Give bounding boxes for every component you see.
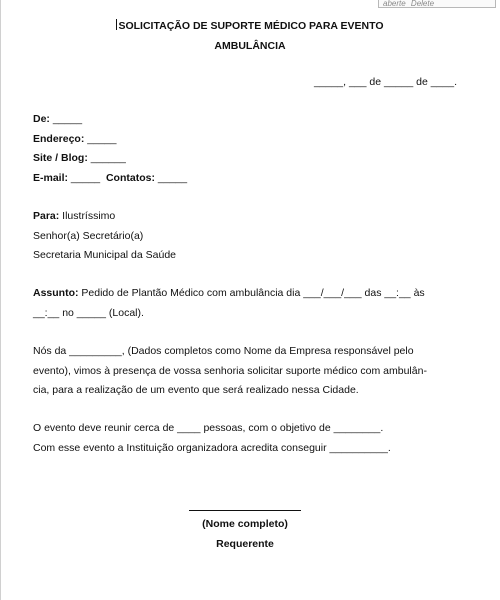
body1-line-3: cia, para a realização de um evento que será realizado nessa Cidade. [33,384,359,396]
contatos-value: _____ [154,171,188,184]
subject-block [33,284,458,323]
recipient-para [33,207,176,227]
endereco-label: Endereço: [33,132,85,145]
sender-site [33,149,187,169]
title-text-1: SOLICITAÇÃO DE SUPORTE MÉDICO PARA EVENTO [118,20,384,32]
sender-block [33,110,187,188]
toolbar-strip [378,0,496,8]
toolbar-label-delete[interactable]: Delete [410,0,435,8]
body1-line-2: evento), vimos à presença de vossa senhoria solicitar suporte médico com ambulân- [33,364,427,377]
signature-name: (Nome completo) [202,518,288,530]
document-title [0,16,500,56]
subject-label: Assunto: [33,287,79,299]
contatos-label: Contatos: [105,171,155,184]
subject-text-1: Pedido de Plantão Médico com ambulância dia ___/___/___ das __:__ às [78,287,425,299]
date-line: _____, ___ de _____ de ____. [313,76,457,88]
document-edge [0,0,1,600]
sender-endereco [33,130,187,150]
body-paragraph-2 [33,419,391,458]
signature-block [0,515,490,554]
body2-line-2: Com esse evento a Instituição organizadora acredita conseguir __________. [33,441,391,454]
de-value: _____ [49,113,83,125]
signature-role: Requerente [216,537,274,550]
para-value: Ilustríssimo [59,210,116,222]
site-value: ______ [87,152,126,164]
subject-line-2: __:__ no _____ (Local). [33,306,144,319]
endereco-value: _____ [84,132,117,145]
recipient-block [33,207,176,266]
sender-email [33,169,187,189]
body-paragraph-1 [33,342,427,401]
recipient-line-3: Secretaria Municipal da Saúde [33,249,177,261]
signature-line [189,510,301,511]
sender-de [33,110,187,130]
body2-line-1: O evento deve reunir cerca de ____ pessoas, com o objetivo de ________. [33,422,384,434]
title-line-2: AMBULÂNCIA [214,40,286,52]
body1-line-1: Nós da _________, (Dados completos como Nome da Empresa responsável pelo [33,345,414,357]
de-label: De: [33,113,50,125]
toolbar-label-aberte[interactable]: aberte [383,0,406,8]
recipient-line-2: Senhor(a) Secretário(a) [33,229,144,242]
site-label: Site / Blog: [33,152,88,164]
para-label: Para: [33,210,60,222]
title-line-1 [0,16,500,36]
subject-line-1 [33,284,458,304]
email-label: E-mail: [33,171,69,184]
email-value: _____ [68,171,106,184]
